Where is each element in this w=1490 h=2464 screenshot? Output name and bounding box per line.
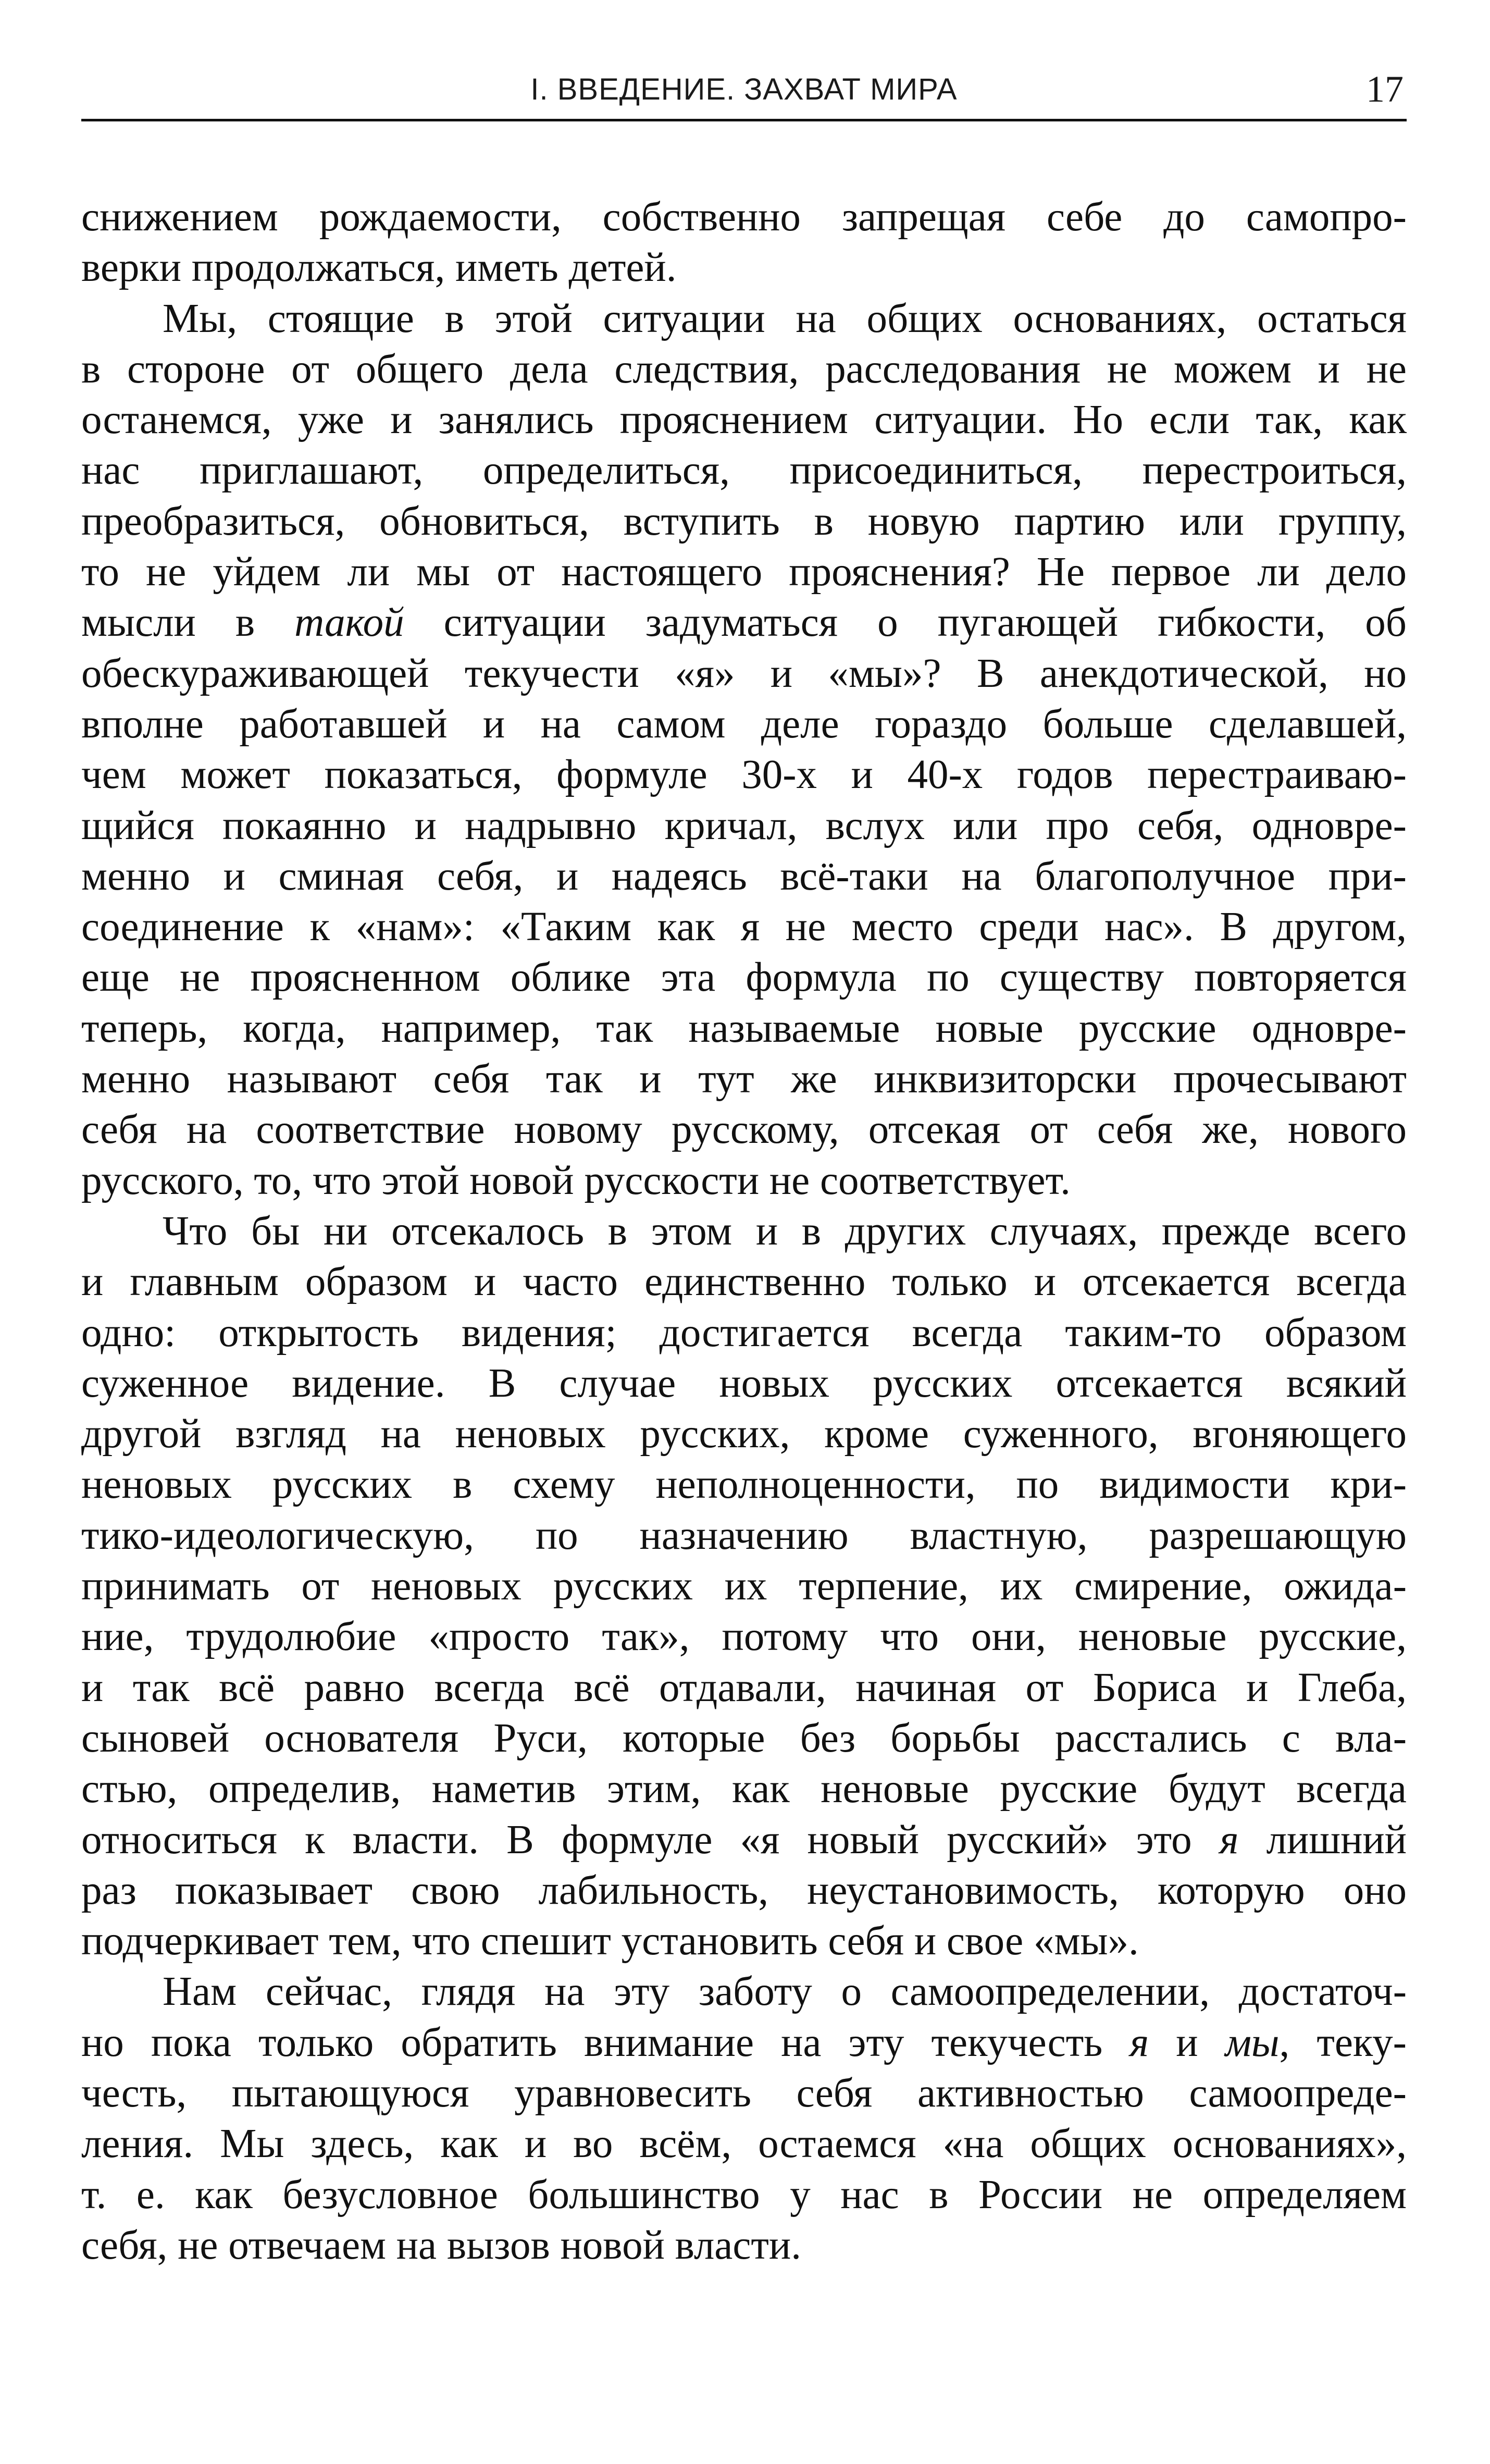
text-run: неновых русских в схему неполноценности, по видимости кри- <box>81 1462 1407 1508</box>
running-title: I. ВВЕДЕНИЕ. ЗАХВАТ МИРА <box>530 72 958 106</box>
text-line <box>81 2220 1407 2271</box>
text-run: но пока только обратить внимание на эту текучесть <box>81 2019 1130 2065</box>
text-line <box>81 1966 1407 2017</box>
text-line <box>81 1662 1407 1713</box>
text-line <box>81 1409 1407 1459</box>
paragraph <box>81 1206 1407 1966</box>
text-line <box>81 648 1407 699</box>
text-line <box>81 1003 1407 1054</box>
text-line <box>81 2118 1407 2169</box>
text-line <box>81 1764 1407 1814</box>
running-head <box>81 61 1407 121</box>
text-line <box>81 902 1407 952</box>
text-run: ления. Мы здесь, как и во всём, остаемся «на общих основаниях», <box>81 2121 1407 2167</box>
italic-text: я <box>1219 1817 1239 1863</box>
text-run: относиться к власти. В формуле «я новый русский» это <box>81 1817 1220 1863</box>
text-run: мысли в <box>81 600 295 646</box>
paragraph <box>81 192 1407 293</box>
text-run: щийся покаянно и надрывно кричал, вслух или про себя, одновре- <box>81 803 1407 848</box>
text-run: верки продолжаться, иметь детей. <box>81 245 677 291</box>
text-line <box>81 2170 1407 2220</box>
text-line <box>81 344 1407 395</box>
text-run: менно и сминая себя, и надеясь всё-таки на благополучное при- <box>81 853 1407 899</box>
text-run: себя, не отвечаем на вызов новой власти. <box>81 2222 801 2268</box>
text-run: тико-идеологическую, по назначению властную, разрешающую <box>81 1512 1407 1558</box>
text-run: обескураживающей текучести «я» и «мы»? В анекдотической, но <box>81 650 1407 696</box>
text-run: честь, пытающуюся уравновесить себя активностью самоопреде- <box>81 2070 1407 2116</box>
text-run: суженное видение. В случае новых русских отсекается всякий <box>81 1360 1407 1406</box>
text-line <box>81 1308 1407 1358</box>
text-line <box>81 1256 1407 1307</box>
text-line <box>81 496 1407 547</box>
text-run: нас приглашают, определиться, присоединиться, перестроиться, <box>81 448 1407 494</box>
text-run: останемся, уже и занялись прояснением ситуации. Но если так, как <box>81 397 1407 443</box>
text-line <box>81 1510 1407 1561</box>
text-line <box>81 1916 1407 1966</box>
text-run: Нам сейчас, глядя на эту заботу о самоопределении, достаточ- <box>163 1969 1407 2015</box>
page-number: 17 <box>1366 68 1404 110</box>
text-line <box>81 2068 1407 2118</box>
text-line <box>81 2017 1407 2068</box>
text-line <box>81 851 1407 902</box>
text-line <box>81 952 1407 1003</box>
text-run: вполне работавшей и на самом деле гораздо больше сделавшей, <box>81 701 1407 747</box>
text-line <box>81 445 1407 496</box>
text-line <box>81 1713 1407 1764</box>
text-line <box>81 1611 1407 1662</box>
text-line <box>81 395 1407 445</box>
text-line <box>81 1561 1407 1611</box>
text-line <box>81 1815 1407 1865</box>
text-line <box>81 1358 1407 1409</box>
text-line <box>81 1054 1407 1104</box>
text-run: снижением рождаемости, собственно запрещая себе до самопро- <box>81 194 1407 240</box>
text-run: сыновей основателя Руси, которые без борьбы расстались с вла- <box>81 1715 1407 1761</box>
text-line <box>81 800 1407 851</box>
text-run: еще не проясненном облике эта формула по существу повторяется <box>81 955 1407 1001</box>
text-run: , теку- <box>1279 2019 1407 2065</box>
text-line <box>81 242 1407 293</box>
text-line <box>81 192 1407 242</box>
text-run: Что бы ни отсекалось в этом и в других случаях, прежде всего <box>163 1208 1407 1254</box>
text-line <box>81 547 1407 597</box>
text-run: преобразиться, обновиться, вступить в новую партию или группу, <box>81 498 1407 544</box>
text-run: подчеркивает тем, что спешит установить себя и свое «мы». <box>81 1918 1139 1964</box>
text-run: и так всё равно всегда всё отдавали, начиная от Бориса и Глеба, <box>81 1665 1407 1710</box>
text-run: ситуации задуматься о пугающей гибкости, об <box>404 600 1407 646</box>
italic-text: такой <box>294 600 404 646</box>
italic-text: я <box>1129 2019 1149 2065</box>
text-line <box>81 1104 1407 1155</box>
text-run: и главным образом и часто единственно только и отсекается всегда <box>81 1259 1407 1305</box>
body-text <box>81 192 1407 2329</box>
text-run: стью, определив, наметив этим, как неновые русские будут всегда <box>81 1766 1407 1812</box>
text-run: ние, трудолюбие «просто так», потому что они, неновые русские, <box>81 1614 1407 1660</box>
text-run: раз показывает свою лабильность, неустановимость, которую оно <box>81 1867 1407 1913</box>
text-run: Мы, стоящие в этой ситуации на общих основаниях, остаться <box>163 295 1407 341</box>
text-run: принимать от неновых русских их терпение, их смирение, ожида- <box>81 1563 1407 1609</box>
text-run: русского, то, что этой новой русскости не соответствует. <box>81 1157 1071 1203</box>
text-run: т. е. как безусловное большинство у нас в России не определяем <box>81 2172 1407 2217</box>
text-run: менно называют себя так и тут же инквизиторски прочесывают <box>81 1056 1407 1102</box>
paragraph <box>81 1966 1407 2271</box>
paragraph <box>81 293 1407 1206</box>
text-run: себя на соответствие новому русскому, отсекая от себя же, нового <box>81 1107 1407 1153</box>
text-run: лишний <box>1238 1817 1407 1863</box>
text-run: то не уйдем ли мы от настоящего прояснения? Не первое ли дело <box>81 549 1407 595</box>
text-run: другой взгляд на неновых русских, кроме суженного, вгоняющего <box>81 1411 1407 1457</box>
text-run: соединение к «нам»: «Таким как я не место среди нас». В другом, <box>81 904 1407 950</box>
text-run: и <box>1149 2019 1225 2065</box>
text-run: чем может показаться, формуле 30-х и 40-х годов перестраиваю- <box>81 752 1407 798</box>
text-line <box>81 1865 1407 1916</box>
text-line <box>81 699 1407 749</box>
text-line <box>81 749 1407 800</box>
text-line <box>81 1459 1407 1510</box>
italic-text: мы <box>1225 2019 1280 2065</box>
text-run: в стороне от общего дела следствия, расследования не можем и не <box>81 346 1407 392</box>
text-line <box>81 1206 1407 1256</box>
text-line <box>81 1155 1407 1206</box>
text-line <box>81 293 1407 344</box>
text-run: одно: открытость видения; достигается всегда таким-то образом <box>81 1310 1407 1356</box>
text-run: теперь, когда, например, так называемые новые русские одновре- <box>81 1005 1407 1051</box>
text-line <box>81 597 1407 648</box>
